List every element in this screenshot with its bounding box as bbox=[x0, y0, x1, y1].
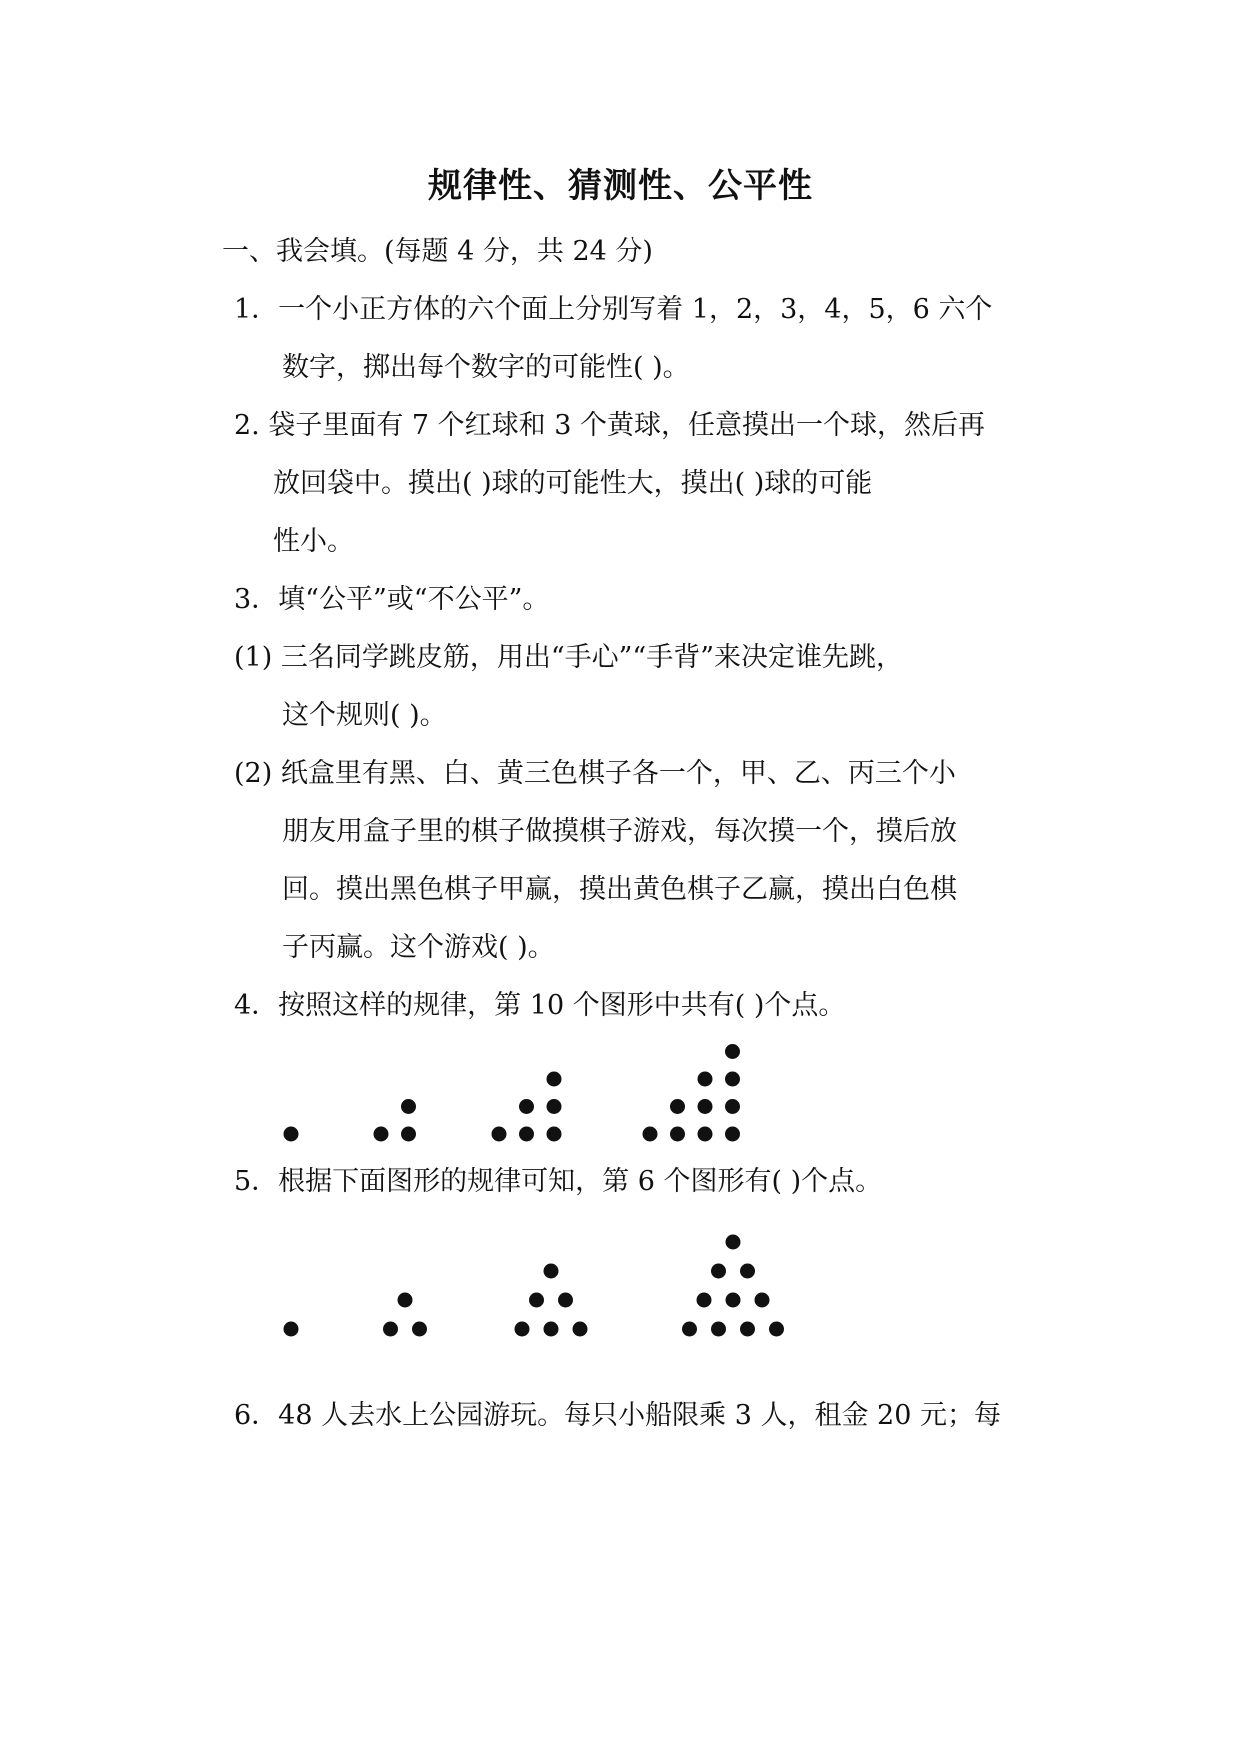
q5-figure-4-dot bbox=[711, 1322, 726, 1337]
q5-figure-4-dot bbox=[726, 1293, 741, 1308]
q5-figure-4-dot bbox=[711, 1264, 726, 1279]
q3-sub2-line1: (2) 纸盒里有黑、白、黄三色棋子各一个，甲、乙、丙三个小 bbox=[234, 758, 956, 789]
q5-figure-3-dot bbox=[515, 1322, 530, 1337]
page-title: 规律性、猜测性、公平性 bbox=[428, 166, 813, 206]
q4-figure-4-dot bbox=[725, 1072, 740, 1087]
q1-line2: 数字，掷出每个数字的可能性( )。 bbox=[282, 352, 690, 383]
q4-figure-4-dot bbox=[698, 1072, 713, 1087]
q5-figure-4-dot bbox=[755, 1293, 770, 1308]
q4-figure-3-dot bbox=[547, 1072, 562, 1087]
q1-line1: 1．一个小正方体的六个面上分别写着 1，2，3，4，5，6 六个 bbox=[234, 294, 993, 325]
q2-line3: 性小。 bbox=[273, 526, 354, 557]
q4-figure-2-dot bbox=[374, 1127, 389, 1142]
q5-figure-4-dot bbox=[740, 1322, 755, 1337]
q4-figure-4-dot bbox=[698, 1099, 713, 1114]
q5-figure-2-dot bbox=[383, 1322, 398, 1337]
q5-figure-4-dot bbox=[697, 1293, 712, 1308]
q5-figure-3-dot bbox=[544, 1322, 559, 1337]
q4-figure-3-dot bbox=[492, 1127, 507, 1142]
q3-sub2-line4: 子丙赢。这个游戏( )。 bbox=[282, 932, 555, 963]
q4-figure-4-dot bbox=[725, 1044, 740, 1059]
q2-line2: 放回袋中。摸出( )球的可能性大，摸出( )球的可能 bbox=[273, 468, 873, 499]
q4-figure-3-dot bbox=[519, 1127, 534, 1142]
q5-figure-4-dot bbox=[740, 1264, 755, 1279]
q5-figure-2-dot bbox=[412, 1322, 427, 1337]
q4-figure-2-dot bbox=[401, 1127, 416, 1142]
q3-sub1-line1: (1) 三名同学跳皮筋，用出“手心”“手背”来决定谁先跳， bbox=[234, 642, 904, 673]
q6-line1: 6．48 人去水上公园游玩。每只小船限乘 3 人，租金 20 元；每 bbox=[234, 1400, 1001, 1431]
q3-line1: 3．填“公平”或“不公平”。 bbox=[234, 584, 550, 615]
q2-line1: 2. 袋子里面有 7 个红球和 3 个黄球，任意摸出一个球，然后再 bbox=[234, 410, 986, 441]
q4-figure-4-dot bbox=[670, 1099, 685, 1114]
q4-figure-4-dot bbox=[698, 1127, 713, 1142]
q3-sub2-line2: 朋友用盒子里的棋子做摸棋子游戏，每次摸一个，摸后放 bbox=[282, 816, 957, 847]
q5-figure-4-dot bbox=[726, 1235, 741, 1250]
q4-figure-4-dot bbox=[643, 1127, 658, 1142]
q5-figure-3-dot bbox=[558, 1293, 573, 1308]
q5-figure-3-dot bbox=[544, 1264, 559, 1279]
q5-figure-1-dot bbox=[284, 1322, 299, 1337]
q4-figure-2-dot bbox=[401, 1099, 416, 1114]
q4-figure-1-dot bbox=[284, 1127, 299, 1142]
q4-figure-3-dot bbox=[519, 1099, 534, 1114]
q5-figure-4-dot bbox=[769, 1322, 784, 1337]
q4-figure-4-dot bbox=[670, 1127, 685, 1142]
q5-line1: 5．根据下面图形的规律可知，第 6 个图形有( )个点。 bbox=[234, 1166, 883, 1197]
q5-figure-3-dot bbox=[529, 1293, 544, 1308]
q5-figure-4-dot bbox=[682, 1322, 697, 1337]
q4-figure-4-dot bbox=[725, 1127, 740, 1142]
q3-sub2-line3: 回。摸出黑色棋子甲赢，摸出黄色棋子乙赢，摸出白色棋 bbox=[282, 874, 957, 905]
q5-figure-2-dot bbox=[398, 1293, 413, 1308]
q4-figure-3-dot bbox=[547, 1127, 562, 1142]
q5-figure-3-dot bbox=[573, 1322, 588, 1337]
section-heading: 一、我会填。(每题 4 分，共 24 分) bbox=[222, 236, 653, 267]
q4-line1: 4．按照这样的规律，第 10 个图形中共有( )个点。 bbox=[234, 990, 846, 1021]
q4-figure-3-dot bbox=[547, 1099, 562, 1114]
q3-sub1-line2: 这个规则( )。 bbox=[282, 700, 447, 731]
q4-figure-4-dot bbox=[725, 1099, 740, 1114]
